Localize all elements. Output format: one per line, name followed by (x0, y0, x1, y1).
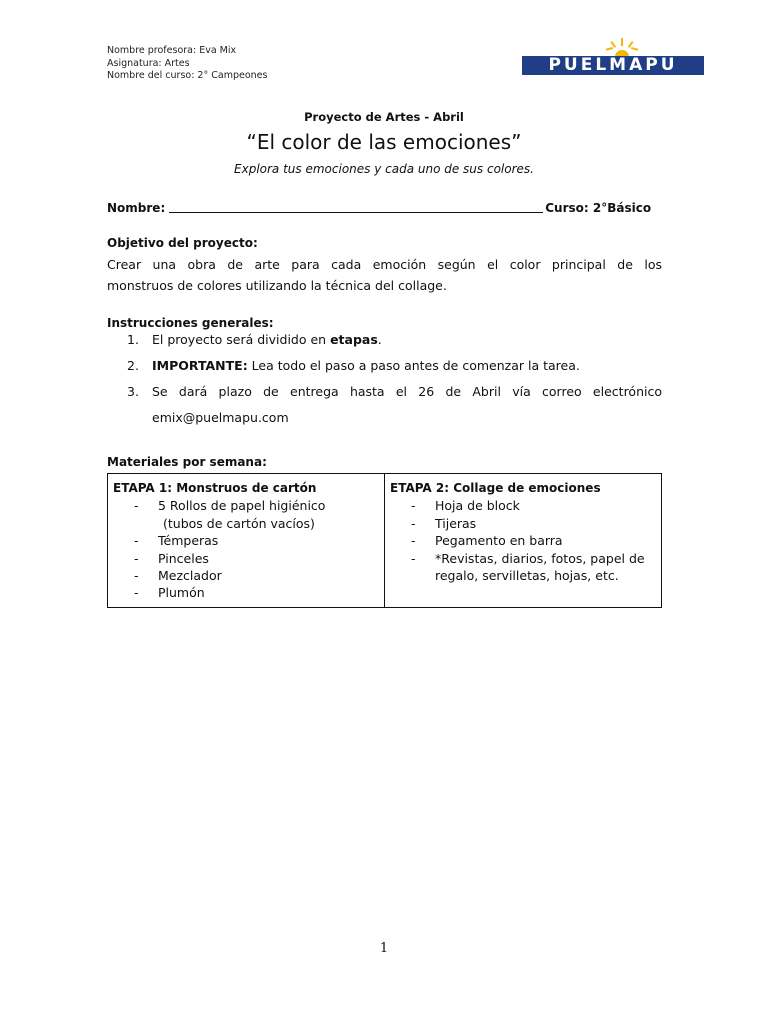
list-item (390, 515, 658, 532)
list-item (113, 515, 378, 532)
list-item (113, 567, 378, 584)
name-blank-line (169, 200, 543, 213)
page-subtitle: Explora tus emociones y cada uno de sus colores. (234, 162, 534, 176)
material-text: 5 Rollos de papel higiénico (158, 498, 326, 514)
course-name: Nombre del curso: 2° Campeones (107, 70, 268, 81)
table-divider (384, 474, 385, 607)
project-line: Proyecto de Artes - Abril (304, 110, 464, 124)
material-text: Hoja de block (435, 498, 520, 514)
list-item (113, 532, 378, 549)
material-text: *Revistas, diarios, fotos, papel de (435, 550, 645, 566)
list-number: 3. (127, 384, 139, 399)
page-number: 1 (379, 941, 389, 956)
page-title: “El color de las emociones” (246, 130, 522, 154)
list-item (113, 550, 378, 567)
dash: - (411, 515, 416, 531)
dash: - (411, 550, 416, 566)
list-bold: IMPORTANTE: (152, 358, 248, 373)
header-info (107, 45, 267, 83)
material-text: Plumón (158, 585, 205, 601)
dash: - (134, 550, 139, 566)
list-bold: etapas (330, 332, 378, 347)
list-item (113, 497, 378, 514)
dash: - (134, 498, 139, 514)
objective-text (107, 254, 662, 296)
name-label: Nombre: (107, 201, 166, 215)
objective-line-1: Crear una obra de arte para cada emoción según el color principal de los (107, 257, 662, 272)
list-text: Lea todo el paso a paso antes de comenzar la tarea. (247, 358, 580, 373)
list-text: El proyecto será dividido en (152, 332, 331, 347)
dash: - (134, 533, 139, 549)
list-item (390, 550, 658, 567)
material-text: Pinceles (158, 550, 209, 566)
stage-2-column (390, 480, 658, 584)
list-item (390, 567, 658, 584)
dash: - (411, 533, 416, 549)
objective-label: Objetivo del proyecto: (107, 236, 258, 250)
material-text: Mezclador (158, 568, 222, 584)
dash: - (411, 498, 416, 514)
material-text: Témperas (158, 533, 219, 549)
dash: - (134, 585, 139, 601)
instructions-label: Instrucciones generales: (107, 316, 274, 330)
dash: - (134, 568, 139, 584)
stage-2-title: ETAPA 2: Collage de emociones (390, 481, 601, 495)
email-text: emix@puelmapu.com (152, 410, 289, 425)
list-item (390, 497, 658, 514)
material-text: Tijeras (435, 515, 477, 531)
list-number: 2. (127, 358, 139, 373)
list-item (113, 584, 378, 601)
list-text: Se dará plazo de entrega hasta el 26 de Abril vía correo electrónico (152, 384, 662, 399)
puelmapu-logo (522, 36, 706, 76)
stage-1-column (113, 480, 378, 602)
material-text: (tubos de cartón vacíos) (163, 515, 315, 531)
list-item (390, 532, 658, 549)
name-row (107, 200, 662, 215)
list-item (127, 353, 662, 379)
teacher-name: Nombre profesora: Eva Mix (107, 45, 237, 56)
list-item (127, 327, 662, 353)
materials-label: Materiales por semana: (107, 455, 267, 469)
list-number: 1. (127, 332, 139, 347)
stage-1-title: ETAPA 1: Monstruos de cartón (113, 481, 317, 495)
material-text: Pegamento en barra (435, 533, 563, 549)
course-label: Curso: 2°Básico (545, 201, 652, 215)
instructions-list (127, 327, 662, 431)
logo-text: PUELMAPU (548, 55, 678, 75)
list-text-end: . (377, 332, 382, 347)
subject-name: Asignatura: Artes (107, 57, 190, 69)
list-item (127, 379, 662, 431)
material-text: regalo, servilletas, hojas, etc. (435, 568, 619, 584)
materials-table (107, 473, 662, 608)
objective-line-2: monstruos de colores utilizando la técnica del collage. (107, 278, 447, 293)
